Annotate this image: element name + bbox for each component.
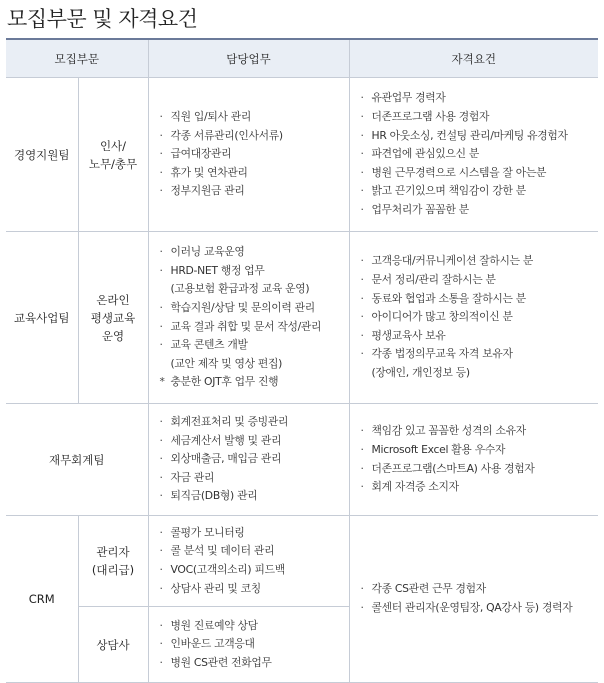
list-item-text: 콜센터 관리자(운영팀장, QA강사 등) 경력자 (371, 601, 573, 614)
list-item (160, 164, 348, 183)
header-qualifications: 자격요건 (349, 39, 598, 78)
list-item (361, 145, 598, 164)
bullet-marker: · (159, 110, 163, 124)
role-line: 운영 (101, 328, 125, 343)
bullet-marker: · (159, 184, 163, 198)
bullet-marker: · (360, 165, 364, 179)
list-item (361, 182, 598, 201)
team-management: 경영지원팀 (6, 78, 78, 232)
list-item-text: HRD-NET 행정 업무 (170, 263, 265, 277)
list-item (361, 290, 598, 309)
duties-management (148, 78, 349, 232)
bullet-marker: · (360, 110, 364, 124)
table-header-row (6, 39, 598, 78)
table-row-finance (6, 404, 598, 516)
bullet-marker: · (360, 254, 364, 268)
bullet-marker: · (360, 184, 364, 198)
bullet-marker: · (159, 319, 163, 333)
header-division: 모집부문 (6, 39, 148, 78)
list-item (160, 542, 348, 561)
list-item-text: 업무처리가 꼼꼼한 분 (371, 202, 469, 216)
qualification-list (351, 422, 598, 496)
bullet-marker: · (360, 291, 364, 305)
list-item (361, 164, 598, 183)
list-item (160, 355, 348, 374)
list-item-text: 각종 법정의무교육 자격 보유자 (371, 347, 513, 361)
list-item (361, 478, 598, 497)
bullet-marker: · (360, 273, 364, 287)
bullet-marker: · (360, 147, 364, 161)
list-item (160, 487, 348, 506)
bullet-marker: · (360, 328, 364, 342)
bullet-marker: · (360, 480, 364, 494)
bullet-marker: · (159, 544, 163, 558)
list-item (160, 580, 348, 599)
bullet-marker: · (159, 263, 163, 277)
list-item-text: 인바운드 고객응대 (170, 637, 255, 651)
list-item (160, 654, 348, 673)
list-item (160, 182, 348, 201)
list-item (160, 617, 348, 636)
list-item (361, 599, 598, 618)
qualification-list (351, 252, 598, 382)
list-item (160, 432, 348, 451)
bullet-marker: · (159, 147, 163, 161)
bullet-marker: · (159, 338, 163, 352)
list-item-text: 충분한 OJT후 업무 진행 (170, 375, 279, 389)
list-item (361, 364, 598, 383)
duty-list (150, 617, 348, 673)
list-item-text: 평생교육사 보유 (371, 328, 446, 342)
list-item-text: 책임감 있고 꼼꼼한 성격의 소유자 (371, 424, 526, 438)
duty-list (150, 108, 348, 201)
bullet-marker: · (360, 91, 364, 105)
list-item-text: 퇴직금(DB형) 관리 (170, 489, 258, 503)
list-item (361, 127, 598, 146)
list-item-text: 세금계산서 발행 및 관리 (170, 433, 282, 447)
page-title: 모집부문 및 자격요건 (7, 7, 198, 31)
bullet-marker: · (159, 655, 163, 669)
bullet-marker: · (360, 442, 364, 456)
qualifications-management (349, 78, 598, 232)
header-duties: 담당업무 (148, 39, 349, 78)
list-item (160, 561, 348, 580)
list-item (160, 243, 348, 262)
table-row-management (6, 78, 598, 232)
list-item-text: 병원 진료예약 상담 (170, 618, 258, 632)
recruitment-table (6, 38, 598, 683)
bullet-marker: · (159, 245, 163, 259)
list-item-text: Microsoft Excel 활용 우수자 (371, 442, 506, 456)
list-item (160, 318, 348, 337)
duty-list (150, 524, 348, 598)
list-item (361, 271, 598, 290)
list-item (160, 469, 348, 488)
list-item-text: VOC(고객의소리) 피드백 (170, 563, 285, 576)
duties-finance (148, 404, 349, 516)
list-item-text: 정부지원금 관리 (170, 184, 245, 198)
list-item-text: 이러닝 교육운영 (170, 245, 245, 259)
list-item-text: 아이디어가 많고 창의적이신 분 (371, 310, 513, 324)
bullet-marker: · (159, 415, 163, 429)
list-item-text: 콜평가 모니터링 (170, 525, 245, 539)
bullet-marker: · (360, 347, 364, 361)
duties-crm-manager (148, 516, 349, 607)
list-item (160, 280, 348, 299)
role-line: 온라인 (96, 292, 130, 307)
role-management (78, 78, 148, 232)
role-line: 평생교육 (90, 310, 136, 325)
list-item-text: 유관업무 경력자 (371, 91, 446, 105)
list-item-text: 교육 결과 취합 및 문서 작성/관리 (170, 319, 322, 333)
bullet-marker: · (159, 563, 163, 576)
list-item (361, 252, 598, 271)
team-finance: 재무회계팀 (6, 404, 148, 516)
list-item-text: 직원 입/퇴사 관리 (170, 110, 252, 124)
list-item (160, 373, 348, 392)
role-crm-manager (78, 516, 148, 607)
list-item-text: (교안 제작 및 영상 편집) (170, 356, 283, 370)
list-item (160, 524, 348, 543)
list-item-text: (장애인, 개인정보 등) (371, 365, 470, 379)
list-item-text: 고객응대/커뮤니케이션 잘하시는 분 (371, 254, 534, 268)
bullet-marker: · (360, 310, 364, 324)
duties-crm-agent (148, 607, 349, 683)
role-line: 관리자 (96, 545, 130, 559)
qualifications-finance (349, 404, 598, 516)
list-item (361, 422, 598, 441)
list-item (361, 441, 598, 460)
bullet-marker: · (360, 128, 364, 142)
list-item-text: 회계 자격증 소지자 (371, 480, 459, 494)
list-item (361, 460, 598, 479)
list-item-text: 상담사 관리 및 코칭 (170, 581, 261, 595)
team-crm: CRM (6, 516, 78, 683)
list-item (160, 299, 348, 318)
list-item-text: 더존프로그램 사용 경험자 (371, 110, 490, 124)
list-item (160, 108, 348, 127)
list-item (160, 450, 348, 469)
list-item (160, 635, 348, 654)
list-item-text: 각종 CS관련 근무 경험자 (371, 582, 486, 596)
list-item (361, 327, 598, 346)
list-item-text: 병원 근무경력으로 시스템을 잘 아는분 (371, 165, 547, 179)
bullet-marker: · (159, 637, 163, 651)
qualifications-crm (349, 516, 598, 683)
list-item-text: 휴가 및 연차관리 (170, 165, 248, 179)
list-item-text: 밝고 끈기있으며 책임감이 강한 분 (371, 184, 526, 198)
list-item (160, 262, 348, 281)
table-row-crm-manager (6, 516, 598, 607)
bullet-marker: · (360, 461, 364, 475)
role-line: 상담사 (96, 637, 130, 652)
bullet-marker: · (159, 433, 163, 447)
list-item-text: 교육 콘텐츠 개발 (170, 338, 248, 352)
list-item-text: 급여대장관리 (170, 147, 232, 161)
bullet-marker: · (159, 128, 163, 142)
role-crm-agent (78, 607, 148, 683)
role-education (78, 232, 148, 404)
list-item (160, 413, 348, 432)
bullet-marker: · (159, 300, 163, 314)
note-marker: * (159, 375, 165, 389)
bullet-marker: · (159, 525, 163, 539)
list-item (361, 308, 598, 327)
list-item-text: 자금 관리 (170, 470, 215, 484)
qualification-list (351, 89, 598, 219)
list-item-text: 더존프로그램(스마트A) 사용 경험자 (371, 461, 535, 475)
list-item-text: 외상매출금, 매입금 관리 (170, 452, 282, 466)
list-item-text: 각종 서류관리(인사서류) (170, 128, 283, 142)
role-line: (대리급) (91, 563, 135, 577)
bullet-marker: · (159, 618, 163, 632)
team-education: 교육사업팀 (6, 232, 78, 404)
bullet-marker: · (360, 424, 364, 438)
list-item (160, 145, 348, 164)
role-line: 인사/ (99, 138, 127, 153)
bullet-marker: · (360, 582, 364, 596)
list-item-text: HR 아웃소싱, 컨설팅 관리/마케팅 유경험자 (371, 128, 568, 142)
list-item-text: 회계전표처리 및 증빙관리 (170, 415, 289, 429)
list-item (361, 201, 598, 220)
qualifications-education (349, 232, 598, 404)
bullet-marker: · (159, 452, 163, 466)
list-item-text: 동료와 협업과 소통을 잘하시는 분 (371, 291, 526, 305)
bullet-marker: · (159, 470, 163, 484)
duty-list (150, 243, 348, 392)
bullet-marker: · (159, 489, 163, 503)
list-item-text: 콜 분석 및 데이터 관리 (170, 544, 275, 558)
bullet-marker: · (360, 202, 364, 216)
list-item (361, 580, 598, 599)
list-item-text: (고용보험 환급과정 교육 운영) (170, 282, 310, 296)
list-item-text: 파견업에 관심있으신 분 (371, 147, 480, 161)
table-row-education (6, 232, 598, 404)
duty-list (150, 413, 348, 506)
list-item (361, 345, 598, 364)
bullet-marker: · (360, 601, 364, 614)
list-item (160, 336, 348, 355)
list-item-text: 문서 정리/관리 잘하시는 분 (371, 273, 496, 287)
list-item-text: 병원 CS관련 전화업무 (170, 655, 272, 669)
qualification-list (351, 580, 598, 617)
role-line: 노무/총무 (88, 156, 138, 171)
bullet-marker: · (159, 581, 163, 595)
list-item-text: 학습지원/상담 및 문의이력 관리 (170, 300, 315, 314)
list-item (361, 108, 598, 127)
duties-education (148, 232, 349, 404)
list-item (160, 127, 348, 146)
bullet-marker: · (159, 165, 163, 179)
list-item (361, 89, 598, 108)
